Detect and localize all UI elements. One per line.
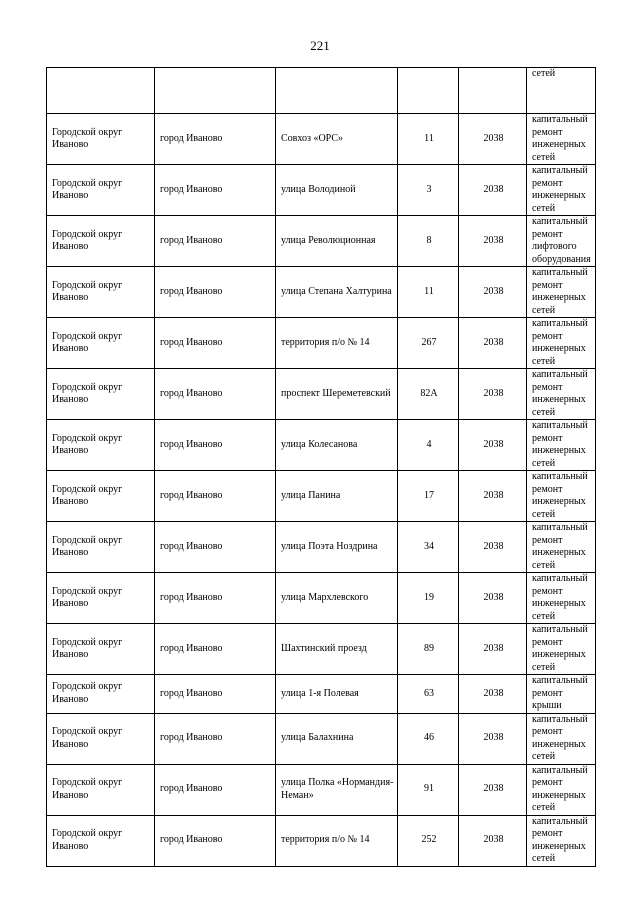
work-type-cell: капитальный ремонт инженерных сетей [527,114,596,165]
district-cell: Городской округ Иваново [47,369,155,420]
year-cell: 2038 [459,114,527,165]
table-row [47,713,596,764]
house-number-cell: 82А [398,369,459,420]
table-row [47,420,596,471]
house-number-cell [398,68,459,114]
table-row [47,624,596,675]
year-cell: 2038 [459,471,527,522]
street-cell: территория п/о № 14 [276,815,398,866]
street-cell: улица Балахнина [276,713,398,764]
settlement-cell: город Иваново [155,522,276,573]
street-cell: улица Революционная [276,216,398,267]
house-number-cell: 91 [398,764,459,815]
district-cell: Городской округ Иваново [47,165,155,216]
work-type-cell: капитальный ремонт инженерных сетей [527,815,596,866]
house-number-cell: 3 [398,165,459,216]
house-number-cell: 17 [398,471,459,522]
work-type-cell: капитальный ремонт инженерных сетей [527,369,596,420]
work-type-cell: капитальный ремонт крыши [527,675,596,714]
year-cell: 2038 [459,764,527,815]
year-cell: 2038 [459,573,527,624]
street-cell: улица Поэта Ноздрина [276,522,398,573]
work-type-cell: сетей [527,68,596,114]
house-number-cell: 267 [398,318,459,369]
district-cell: Городской округ Иваново [47,114,155,165]
district-cell: Городской округ Иваново [47,573,155,624]
house-number-cell: 11 [398,267,459,318]
district-cell: Городской округ Иваново [47,318,155,369]
house-number-cell: 252 [398,815,459,866]
table-row [47,114,596,165]
table-row-continued [47,68,596,114]
table-row [47,318,596,369]
house-number-cell: 4 [398,420,459,471]
settlement-cell: город Иваново [155,114,276,165]
page-number: 221 [310,38,330,53]
district-cell: Городской округ Иваново [47,713,155,764]
street-cell: улица Мархлевского [276,573,398,624]
work-type-cell: капитальный ремонт инженерных сетей [527,267,596,318]
district-cell: Городской округ Иваново [47,216,155,267]
settlement-cell: город Иваново [155,815,276,866]
settlement-cell: город Иваново [155,267,276,318]
settlement-cell: город Иваново [155,624,276,675]
table-row [47,573,596,624]
table-body [47,68,596,867]
table-row [47,267,596,318]
settlement-cell: город Иваново [155,713,276,764]
settlement-cell: город Иваново [155,420,276,471]
settlement-cell: город Иваново [155,165,276,216]
settlement-cell: город Иваново [155,471,276,522]
year-cell: 2038 [459,369,527,420]
street-cell: улица Полка «Нормандия-Неман» [276,764,398,815]
street-cell: Совхоз «ОРС» [276,114,398,165]
year-cell: 2038 [459,522,527,573]
work-type-cell: капитальный ремонт инженерных сетей [527,522,596,573]
work-type-cell: капитальный ремонт инженерных сетей [527,420,596,471]
table-row [47,369,596,420]
district-cell: Городской округ Иваново [47,675,155,714]
house-number-cell: 34 [398,522,459,573]
house-number-cell: 19 [398,573,459,624]
settlement-cell: город Иваново [155,764,276,815]
street-cell: улица Володиной [276,165,398,216]
year-cell: 2038 [459,675,527,714]
district-cell: Городской округ Иваново [47,420,155,471]
settlement-cell: город Иваново [155,216,276,267]
street-cell [276,68,398,114]
house-number-cell: 11 [398,114,459,165]
table-row [47,471,596,522]
year-cell [459,68,527,114]
table-row [47,675,596,714]
district-cell [47,68,155,114]
street-cell: улица Колесанова [276,420,398,471]
work-type-cell: капитальный ремонт инженерных сетей [527,764,596,815]
district-cell: Городской округ Иваново [47,471,155,522]
street-cell: улица Степана Халтурина [276,267,398,318]
work-type-cell: капитальный ремонт инженерных сетей [527,573,596,624]
street-cell: улица 1-я Полевая [276,675,398,714]
house-number-cell: 89 [398,624,459,675]
work-type-cell: капитальный ремонт инженерных сетей [527,165,596,216]
year-cell: 2038 [459,815,527,866]
year-cell: 2038 [459,713,527,764]
street-cell: улица Панина [276,471,398,522]
street-cell: Шахтинский проезд [276,624,398,675]
year-cell: 2038 [459,420,527,471]
table-row [47,522,596,573]
district-cell: Городской округ Иваново [47,267,155,318]
work-type-cell: капитальный ремонт лифтового оборудования [527,216,596,267]
work-type-cell: капитальный ремонт инженерных сетей [527,318,596,369]
district-cell: Городской округ Иваново [47,624,155,675]
house-number-cell: 63 [398,675,459,714]
table-row [47,216,596,267]
settlement-cell: город Иваново [155,675,276,714]
year-cell: 2038 [459,267,527,318]
street-cell: территория п/о № 14 [276,318,398,369]
table-row [47,764,596,815]
street-cell: проспект Шереметевский [276,369,398,420]
house-number-cell: 46 [398,713,459,764]
registry-table [46,67,596,867]
district-cell: Городской округ Иваново [47,815,155,866]
year-cell: 2038 [459,318,527,369]
district-cell: Городской округ Иваново [47,522,155,573]
year-cell: 2038 [459,216,527,267]
table-row [47,815,596,866]
settlement-cell: город Иваново [155,318,276,369]
district-cell: Городской округ Иваново [47,764,155,815]
work-type-cell: капитальный ремонт инженерных сетей [527,713,596,764]
table-row [47,165,596,216]
house-number-cell: 8 [398,216,459,267]
settlement-cell: город Иваново [155,369,276,420]
settlement-cell: город Иваново [155,573,276,624]
work-type-cell: капитальный ремонт инженерных сетей [527,471,596,522]
work-type-cell: капитальный ремонт инженерных сетей [527,624,596,675]
year-cell: 2038 [459,624,527,675]
settlement-cell [155,68,276,114]
year-cell: 2038 [459,165,527,216]
